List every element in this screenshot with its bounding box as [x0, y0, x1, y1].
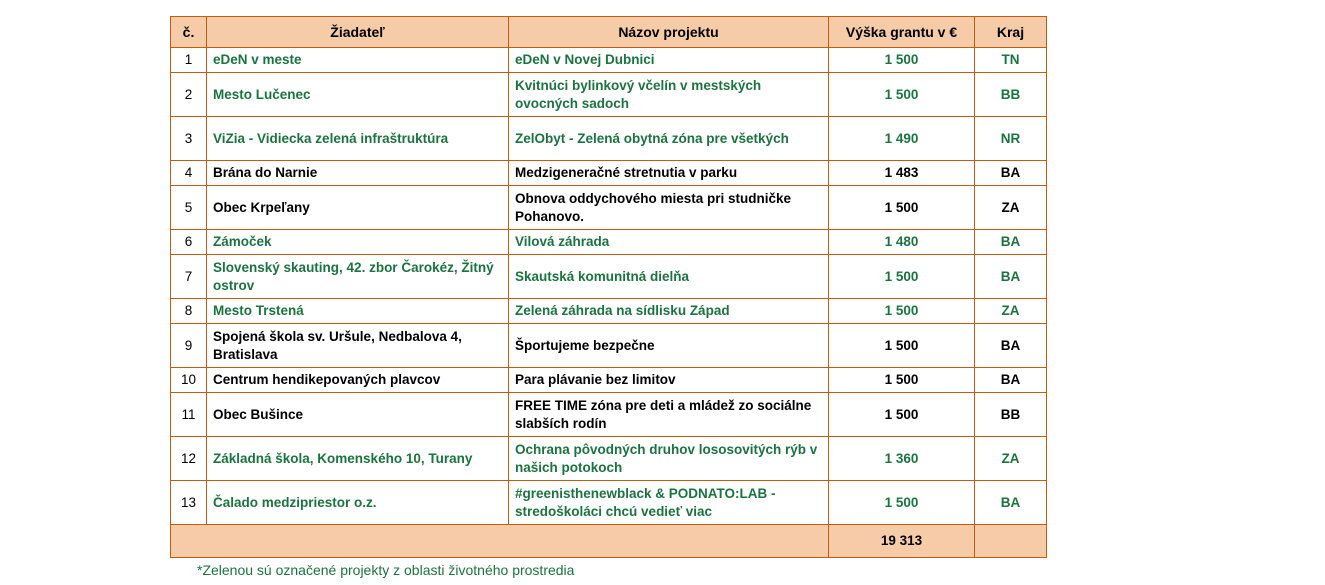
table-row: [171, 230, 1047, 255]
row-region: BA: [975, 255, 1047, 299]
row-applicant: Spojená škola sv. Uršule, Nedbalova 4, Bratislava: [207, 324, 509, 368]
row-applicant: Mesto Lučenec: [207, 73, 509, 117]
table-row: [171, 393, 1047, 437]
row-project-name: Para plávanie bez limitov: [509, 368, 829, 393]
row-number: 12: [171, 437, 207, 481]
row-grant-amount: 1 500: [829, 481, 975, 525]
row-grant-amount: 1 500: [829, 73, 975, 117]
row-project-name: Vilová záhrada: [509, 230, 829, 255]
table-row: [171, 161, 1047, 186]
row-number: 1: [171, 48, 207, 73]
row-project-name: Obnova oddychového miesta pri studničke Pohanovo.: [509, 186, 829, 230]
row-number: 6: [171, 230, 207, 255]
row-region: BA: [975, 481, 1047, 525]
row-applicant: Zámoček: [207, 230, 509, 255]
row-applicant: Obec Bušince: [207, 393, 509, 437]
table-header: [171, 17, 1047, 48]
row-applicant: Centrum hendikepovaných plavcov: [207, 368, 509, 393]
row-project-name: Skautská komunitná dielňa: [509, 255, 829, 299]
row-grant-amount: 1 500: [829, 393, 975, 437]
total-grant-amount: 19 313: [829, 525, 975, 558]
row-applicant: Základná škola, Komenského 10, Turany: [207, 437, 509, 481]
row-applicant: Mesto Trstená: [207, 299, 509, 324]
row-number: 13: [171, 481, 207, 525]
row-number: 3: [171, 117, 207, 161]
row-number: 9: [171, 324, 207, 368]
row-applicant: Obec Krpeľany: [207, 186, 509, 230]
table-row: [171, 186, 1047, 230]
row-project-name: Medzigeneračné stretnutia v parku: [509, 161, 829, 186]
table-header-row: [171, 17, 1047, 48]
row-number: 7: [171, 255, 207, 299]
row-region: BB: [975, 73, 1047, 117]
row-applicant: ViZia - Vidiecka zelená infraštruktúra: [207, 117, 509, 161]
table-row: [171, 299, 1047, 324]
total-region: [975, 525, 1047, 558]
row-grant-amount: 1 500: [829, 324, 975, 368]
table-row: [171, 324, 1047, 368]
column-header-project-name: Názov projektu: [509, 17, 829, 48]
row-grant-amount: 1 500: [829, 186, 975, 230]
row-grant-amount: 1 500: [829, 299, 975, 324]
row-project-name: FREE TIME zóna pre deti a mládež zo sociálne slabších rodín: [509, 393, 829, 437]
row-region: BA: [975, 324, 1047, 368]
row-region: BB: [975, 393, 1047, 437]
row-grant-amount: 1 360: [829, 437, 975, 481]
row-number: 5: [171, 186, 207, 230]
row-project-name: Kvitnúci bylinkový včelín v mestských ovocných sadoch: [509, 73, 829, 117]
column-header-applicant: Žiadateľ: [207, 17, 509, 48]
row-grant-amount: 1 500: [829, 255, 975, 299]
row-applicant: eDeN v meste: [207, 48, 509, 73]
row-grant-amount: 1 500: [829, 48, 975, 73]
table-row: [171, 48, 1047, 73]
row-project-name: #greenisthenewblack & PODNATO:LAB - stredoškoláci chcú vedieť viac: [509, 481, 829, 525]
row-project-name: eDeN v Novej Dubnici: [509, 48, 829, 73]
row-region: BA: [975, 368, 1047, 393]
row-project-name: Ochrana pôvodných druhov lososovitých rýb v našich potokoch: [509, 437, 829, 481]
row-region: ZA: [975, 299, 1047, 324]
table-row: [171, 73, 1047, 117]
row-applicant: Čalado medzipriestor o.z.: [207, 481, 509, 525]
row-grant-amount: 1 483: [829, 161, 975, 186]
table-row: [171, 117, 1047, 161]
table-row: [171, 481, 1047, 525]
row-project-name: Zelená záhrada na sídlisku Západ: [509, 299, 829, 324]
row-region: ZA: [975, 437, 1047, 481]
row-grant-amount: 1 490: [829, 117, 975, 161]
grant-table-container: [170, 16, 1046, 558]
row-region: TN: [975, 48, 1047, 73]
row-grant-amount: 1 500: [829, 368, 975, 393]
row-grant-amount: 1 480: [829, 230, 975, 255]
table-footnote: *Zelenou sú označené projekty z oblasti životného prostredia: [197, 562, 575, 578]
row-number: 10: [171, 368, 207, 393]
column-header-grant-amount: Výška grantu v €: [829, 17, 975, 48]
grant-projects-table: [170, 16, 1047, 558]
row-region: NR: [975, 117, 1047, 161]
row-number: 2: [171, 73, 207, 117]
table-total-row: [171, 525, 1047, 558]
row-number: 4: [171, 161, 207, 186]
row-number: 8: [171, 299, 207, 324]
row-project-name: ZelObyt - Zelená obytná zóna pre všetkých: [509, 117, 829, 161]
row-applicant: Slovenský skauting, 42. zbor Čarokéz, Žitný ostrov: [207, 255, 509, 299]
table-row: [171, 437, 1047, 481]
row-applicant: Brána do Narnie: [207, 161, 509, 186]
column-header-number: č.: [171, 17, 207, 48]
row-number: 11: [171, 393, 207, 437]
total-label: [171, 525, 829, 558]
table-row: [171, 255, 1047, 299]
row-region: ZA: [975, 186, 1047, 230]
row-region: BA: [975, 230, 1047, 255]
table-row: [171, 368, 1047, 393]
row-region: BA: [975, 161, 1047, 186]
table-body: [171, 48, 1047, 558]
column-header-region: Kraj: [975, 17, 1047, 48]
row-project-name: Športujeme bezpečne: [509, 324, 829, 368]
